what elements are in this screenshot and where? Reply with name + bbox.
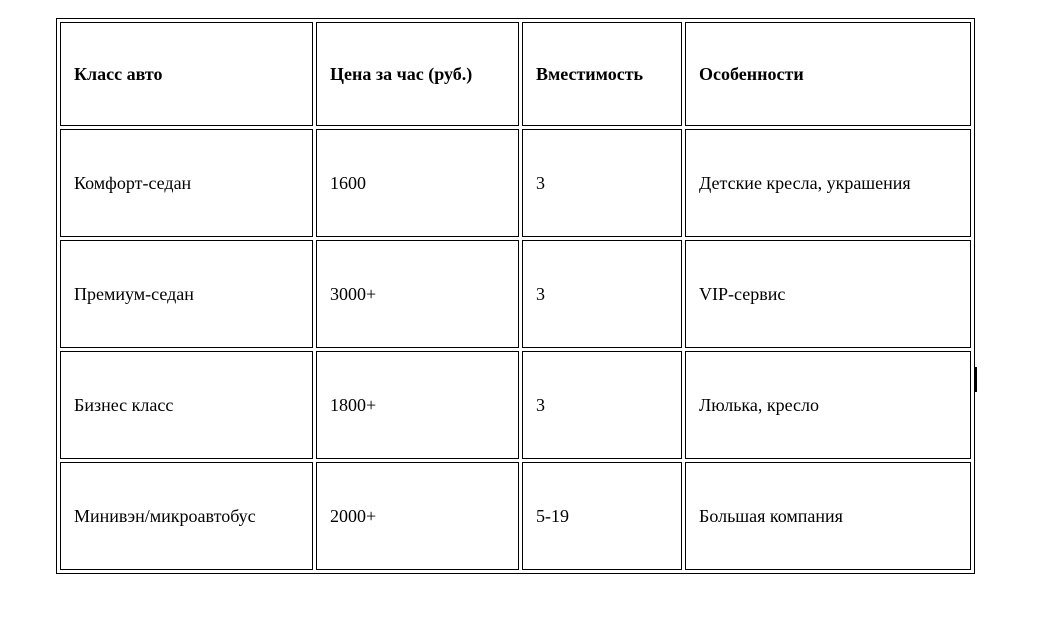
cell-features: Люлька, кресло [685,351,971,459]
cell-capacity: 3 [522,351,682,459]
header-capacity: Вместимость [522,22,682,126]
cell-price: 2000+ [316,462,519,570]
cell-features: Детские кресла, украшения [685,129,971,237]
header-price-per-hour: Цена за час (руб.) [316,22,519,126]
cell-price: 3000+ [316,240,519,348]
header-car-class: Класс авто [60,22,313,126]
table-header-row [60,22,971,126]
cell-car-class: Минивэн/микроавтобус [60,462,313,570]
cell-capacity: 5-19 [522,462,682,570]
cell-car-class: Премиум-седан [60,240,313,348]
cell-price: 1600 [316,129,519,237]
cell-price: 1800+ [316,351,519,459]
table-row [60,462,971,570]
cell-car-class: Бизнес класс [60,351,313,459]
table-resize-marker[interactable] [975,367,977,392]
cell-car-class: Комфорт-седан [60,129,313,237]
cell-capacity: 3 [522,240,682,348]
header-features: Особенности [685,22,971,126]
cell-capacity: 3 [522,129,682,237]
table-row [60,240,971,348]
pricing-table [56,18,975,574]
cell-features: VIP-сервис [685,240,971,348]
table-row [60,129,971,237]
table-row [60,351,971,459]
cell-features: Большая компания [685,462,971,570]
